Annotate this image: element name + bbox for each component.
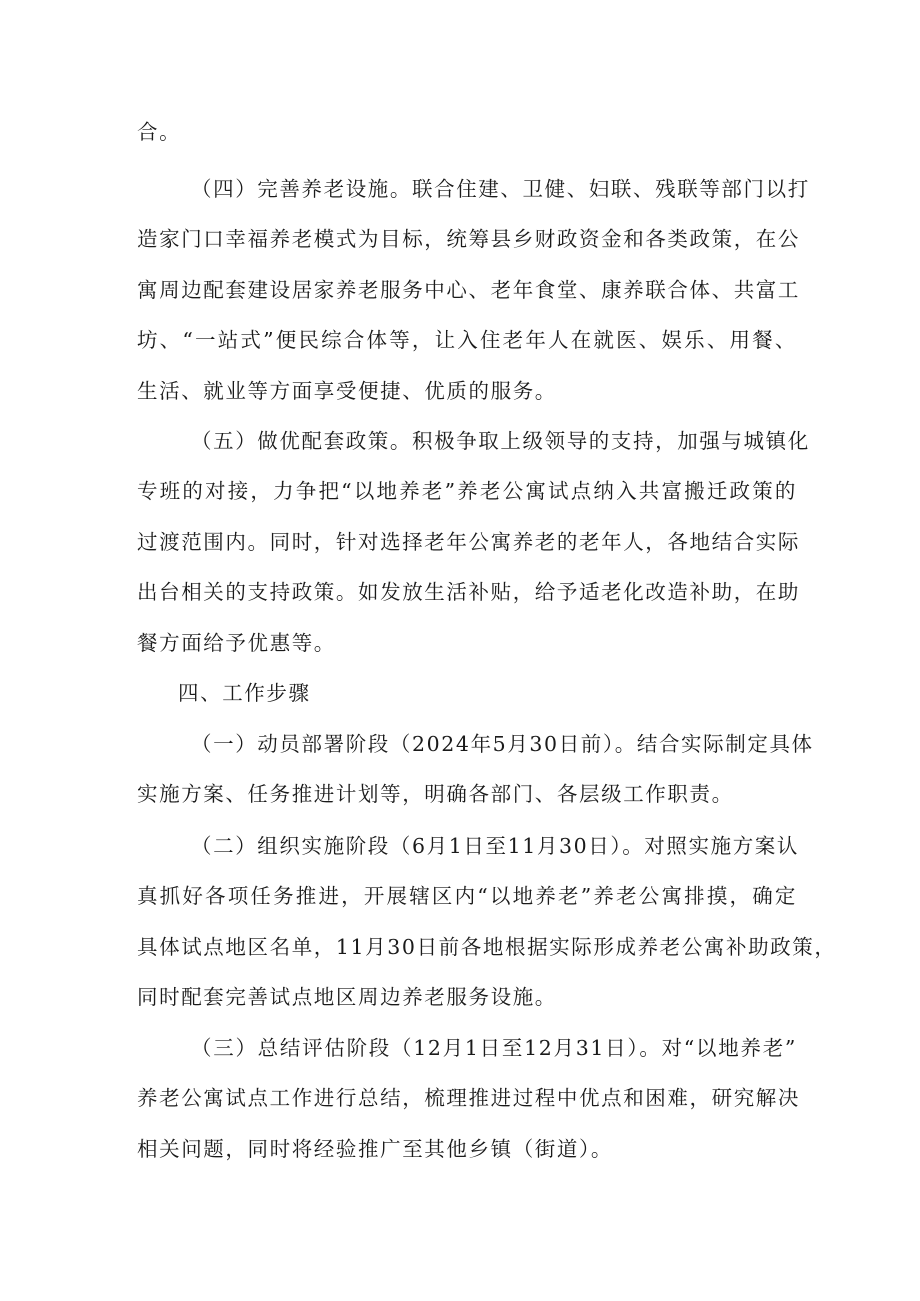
paragraph-supporting-policies	[137, 416, 810, 668]
paragraph-mobilization-stage	[137, 719, 814, 820]
text-line: 养老公寓试点工作进行总结，梳理推进过程中优点和困难，研究解决	[137, 1086, 800, 1111]
text-line: 同时配套完善试点地区周边养老服务设施。	[137, 985, 557, 1010]
text-line: 餐方面给予优惠等。	[137, 630, 336, 655]
text-line: （三）总结评估阶段（12月1日至12月31日）。对“以地养老”	[191, 1036, 797, 1060]
text-line: 具体试点地区名单，11月30日前各地根据实际形成养老公寓补助政策，	[137, 934, 837, 959]
text-line: （二）组织实施阶段（6月1日至11月30日）。对照实施方案认	[191, 834, 800, 858]
paragraph-continuation	[137, 107, 797, 157]
text-line: 寓周边配套建设居家养老服务中心、老年食堂、康养联合体、共富工	[137, 277, 800, 302]
text-line: 合。	[137, 120, 182, 144]
text-line: 真抓好各项任务推进，开展辖区内“以地养老”养老公寓排摸，确定	[137, 884, 797, 909]
text-line: 出台相关的支持政策。如发放生活补贴，给予适老化改造补助，在助	[137, 580, 800, 605]
paragraph-implementation-stage	[137, 821, 837, 1023]
text-line: （五）做优配套政策。积极争取上级领导的支持，加强与城镇化	[191, 429, 810, 453]
text-line: （四）完善养老设施。联合住建、卫健、妇联、残联等部门以打	[191, 177, 810, 201]
text-line: 生活、就业等方面享受便捷、优质的服务。	[137, 378, 557, 403]
section-heading: 四、工作步骤	[178, 681, 311, 705]
paragraph-improve-facilities	[137, 164, 810, 416]
text-line: 坊、“一站式”便民综合体等，让入住老年人在就医、娱乐、用餐、	[137, 328, 797, 353]
paragraph-evaluation-stage	[137, 1023, 800, 1174]
text-line: 过渡范围内。同时，针对选择老年公寓养老的老年人，各地结合实际	[137, 529, 800, 554]
text-line: 实施方案、任务推进计划等，明确各部门、各层级工作职责。	[137, 782, 734, 807]
text-line: 专班的对接，力争把“以地养老”养老公寓试点纳入共富搬迁政策的	[137, 479, 797, 504]
text-line: 造家门口幸福养老模式为目标，统筹县乡财政资金和各类政策，在公	[137, 227, 800, 252]
text-line: （一）动员部署阶段（2024年5月30日前）。结合实际制定具体	[191, 732, 814, 756]
text-line: 相关问题，同时将经验推广至其他乡镇（街道）。	[137, 1136, 613, 1161]
